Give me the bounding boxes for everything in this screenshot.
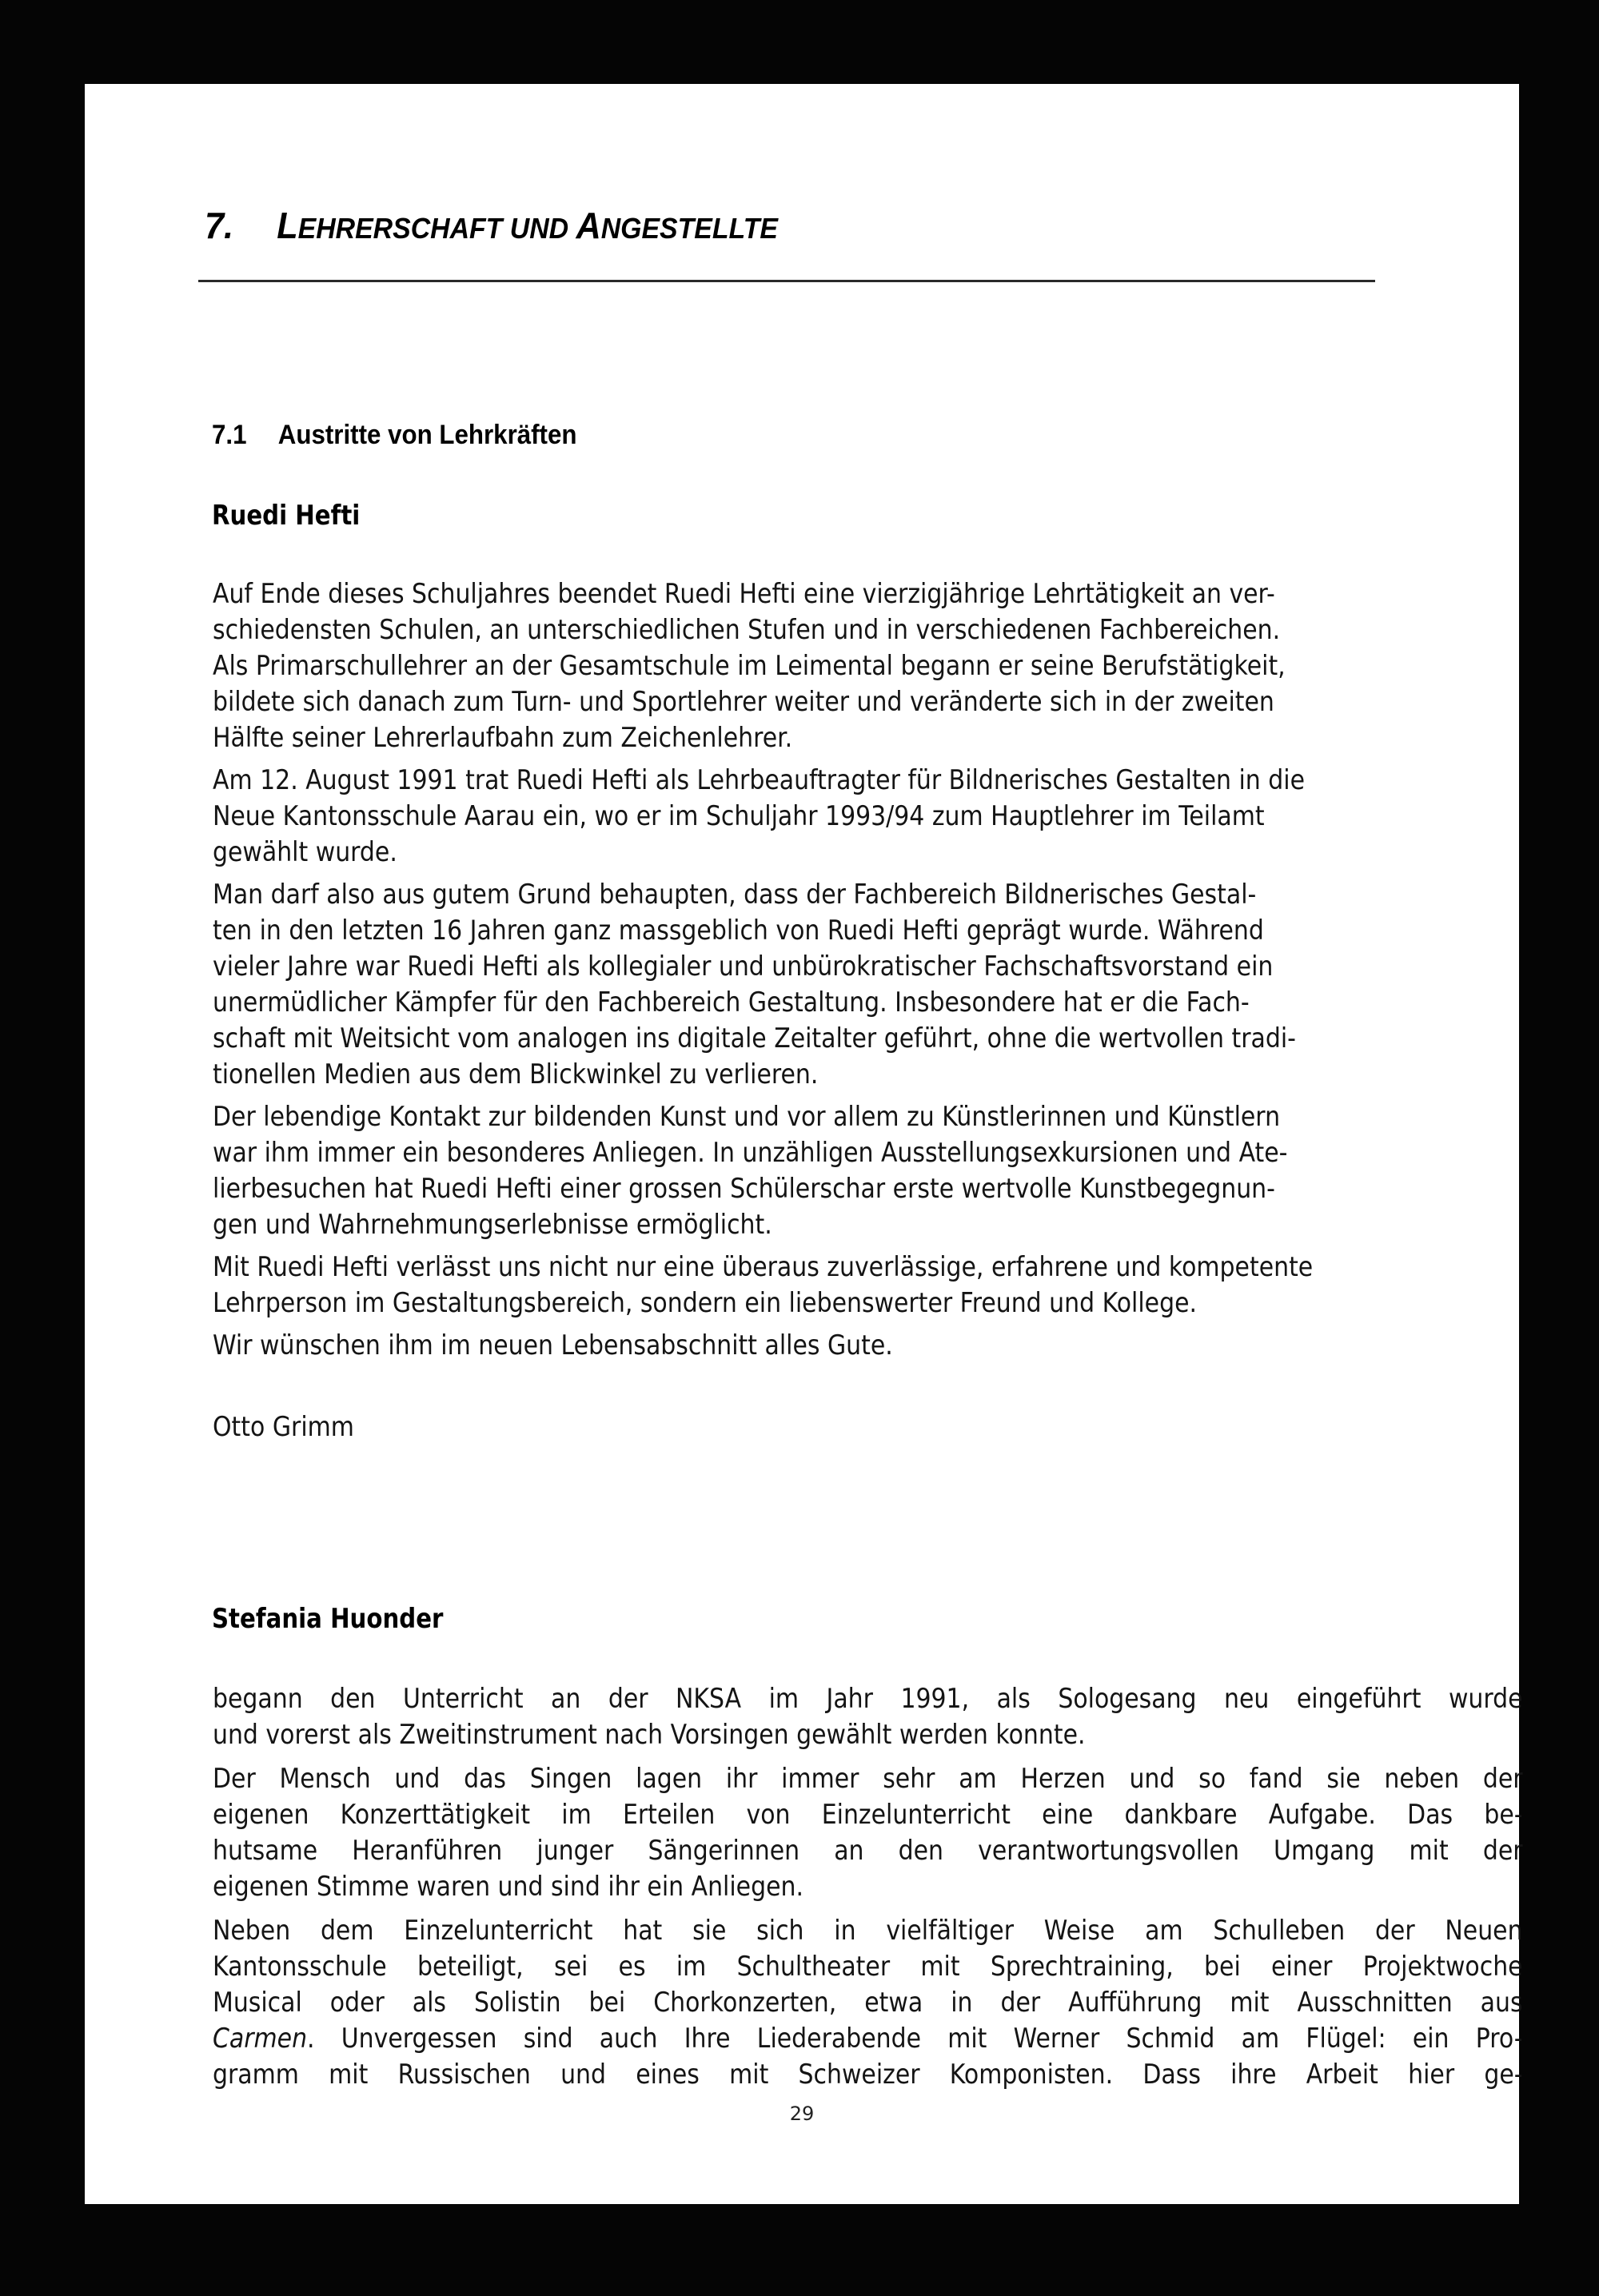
text-line: ten in den letzten 16 Jahren ganz massgeblich von Ruedi Hefti geprägt wurde. Während xyxy=(213,915,1264,947)
chapter-title-initial-1: L xyxy=(277,205,298,246)
chapter-title-initial-3: A xyxy=(576,205,601,246)
text-line: Mit Ruedi Hefti verlässt uns nicht nur eine überaus zuverlässige, erfahrene und kompetente xyxy=(213,1251,1314,1283)
text-line: Als Primarschullehrer an der Gesamtschule im Leimental begann er seine Berufstätigkeit, xyxy=(213,650,1286,682)
paragraph xyxy=(213,763,1444,871)
text-line: Der lebendige Kontakt zur bildenden Kunst und vor allem zu Künstlerinnen und Künstlern xyxy=(213,1101,1281,1133)
italic-title: Carmen xyxy=(213,2023,308,2055)
chapter-divider xyxy=(198,280,1375,282)
chapter-title-rest-2: UND xyxy=(509,212,576,245)
entry-body-ruedi-hefti xyxy=(213,576,1444,1370)
paragraph xyxy=(213,877,1444,1093)
text-line: begann den Unterricht an der NKSA im Jahr 1991, als Sologesang neu eingeführt wurde xyxy=(213,1683,1523,1715)
text-line: Auf Ende dieses Schuljahres beendet Ruedi Hefti eine vierzigjährige Lehrtätigkeit an ver- xyxy=(213,578,1275,610)
page-number: 29 xyxy=(789,2103,815,2125)
text-line: und vorerst als Zweitinstrument nach Vorsingen gewählt werden konnte. xyxy=(213,1719,1086,1751)
text-line: Neue Kantonsschule Aarau ein, wo er im Schuljahr 1993/94 zum Hauptlehrer im Teilamt xyxy=(213,800,1265,832)
text-line: Kantonsschule beteiligt, sei es im Schultheater mit Sprechtraining, bei einer Projektwoche xyxy=(213,1951,1523,1983)
chapter-title-rest-1: EHRERSCHAFT xyxy=(297,212,510,245)
chapter-title-rest-3: NGESTELLTE xyxy=(600,212,778,245)
text-line: gen und Wahrnehmungserlebnisse ermöglicht. xyxy=(213,1209,772,1241)
text-line: gramm mit Russischen und eines mit Schweizer Komponisten. Dass ihre Arbeit hier ge- xyxy=(213,2059,1523,2091)
chapter-title xyxy=(205,204,778,247)
text-line: Musical oder als Solistin bei Chorkonzerten, etwa in der Aufführung mit Ausschnitten aus xyxy=(213,1987,1523,2019)
text-line: Wir wünschen ihm im neuen Lebensabschnitt alles Gute. xyxy=(213,1329,893,1361)
text-line: Hälfte seiner Lehrerlaufbahn zum Zeichenlehrer. xyxy=(213,722,793,754)
text-line: Lehrperson im Gestaltungsbereich, sondern ein liebenswerter Freund und Kollege. xyxy=(213,1287,1197,1319)
text-line: eigenen Konzerttätigkeit im Erteilen von Einzelunterricht eine dankbare Aufgabe. Das be- xyxy=(213,1799,1523,1831)
signature-author: Otto Grimm xyxy=(213,1411,354,1443)
text-line: tionellen Medien aus dem Blickwinkel zu verlieren. xyxy=(213,1058,819,1090)
text-line: schaft mit Weitsicht vom analogen ins digitale Zeitalter geführt, ohne die wertvollen tradi- xyxy=(213,1022,1296,1054)
person-heading-stefania-huonder: Stefania Huonder xyxy=(212,1603,444,1635)
chapter-number: 7. xyxy=(205,205,234,246)
text-line: Der Mensch und das Singen lagen ihr immer sehr am Herzen und so fand sie neben der xyxy=(213,1763,1523,1795)
paragraph xyxy=(213,1913,1523,2093)
text-line: Neben dem Einzelunterricht hat sie sich in vielfältiger Weise am Schulleben der Neuen xyxy=(213,1915,1523,1947)
paragraph xyxy=(213,1099,1444,1243)
paragraph xyxy=(213,576,1444,756)
text-line: lierbesuchen hat Ruedi Hefti einer grossen Schülerschar erste wertvolle Kunstbegegnun- xyxy=(213,1173,1275,1205)
document-page xyxy=(85,84,1523,2204)
text-line: unermüdlicher Kämpfer für den Fachbereich Gestaltung. Insbesondere hat er die Fach- xyxy=(213,987,1250,1018)
text-line: Man darf also aus gutem Grund behaupten, dass der Fachbereich Bildnerisches Gestal- xyxy=(213,879,1257,911)
text-line: vieler Jahre war Ruedi Hefti als kollegialer und unbürokratischer Fachschaftsvorstand ein xyxy=(213,951,1274,983)
text-line: schiedensten Schulen, an unterschiedlichen Stufen und in verschiedenen Fachbereichen. xyxy=(213,614,1281,646)
paragraph xyxy=(213,1328,1444,1364)
text-line: war ihm immer ein besonderes Anliegen. In unzähligen Ausstellungsexkursionen und Ate- xyxy=(213,1137,1288,1169)
text-line: hutsame Heranführen junger Sängerinnen an den verantwortungsvollen Umgang mit der xyxy=(213,1835,1523,1867)
paragraph xyxy=(213,1681,1523,1753)
paragraph xyxy=(213,1761,1523,1905)
section-number: 7.1 xyxy=(212,420,247,450)
text-line-italic-carmen: Carmen. Unvergessen sind auch Ihre Liederabende mit Werner Schmid am Flügel: ein Pro- xyxy=(213,2023,1523,2055)
text-line: gewählt wurde. xyxy=(213,836,397,868)
text-line: eigenen Stimme waren und sind ihr ein Anliegen. xyxy=(213,1871,803,1903)
entry-body-stefania-huonder xyxy=(213,1681,1523,2099)
text-line: Am 12. August 1991 trat Ruedi Hefti als Lehrbeauftragter für Bildnerisches Gestalten in die xyxy=(213,764,1305,796)
paragraph xyxy=(213,1250,1444,1321)
section-title: Austritte von Lehrkräften xyxy=(277,420,577,450)
section-heading xyxy=(212,420,576,451)
person-heading-ruedi-hefti: Ruedi Hefti xyxy=(212,500,361,532)
text-line: bildete sich danach zum Turn- und Sportlehrer weiter und veränderte sich in der zweiten xyxy=(213,686,1274,718)
